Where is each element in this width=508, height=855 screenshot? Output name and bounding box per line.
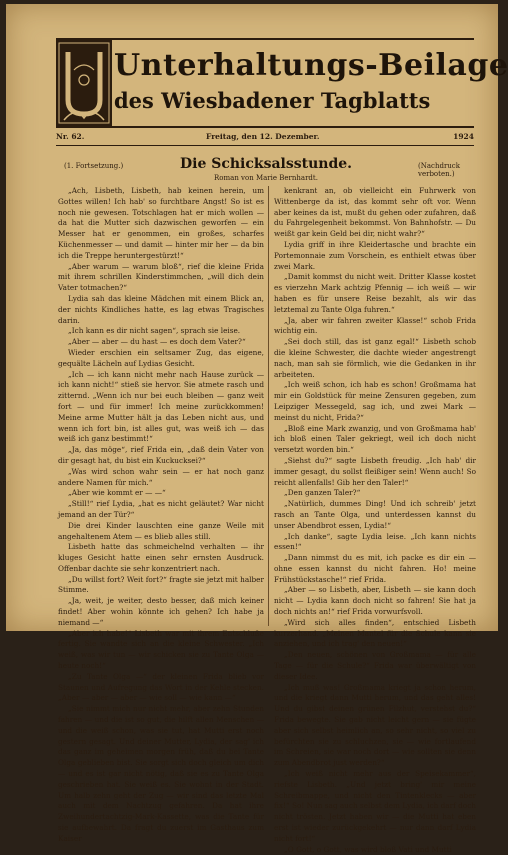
paragraph: „Sie nimmt mich nur nicht mehr, aber zehn Stunden fahren — und die ist so gut, die hilft allen Menschen — und die weiß schon, was sie tut, hat Mutti erst noch gestern gesagt. Und deiner Mutter, Lydia, der sag' ich das ganz im geheimen morgen früh, daß du bei Tante Olga geblieben bist. Sie sorgt sich doch gleich um dich — und es ist gar nicht nötig, daß sie es zu Tante Olga geschrieben hat. Sie weiß es. Sie wohnt in der Stadt. Um halb zehn geht der Zug — wir sind das letzte Mal auch mit dem Nachtzug gefahren. Da hat ihre Zweihundertachtzig-Mark-Kassette, was die Tante für sie aufbewahrt. Da fragt du zuerst im Gasthaus zum Kaiser [58, 704, 264, 843]
paragraph: „Aber wie kommt er — —“ [68, 488, 166, 498]
ornament-initial-icon [56, 40, 112, 126]
paragraph: Lisbeth hatte das schmeichelnd verhalten — ihr kluges Gesicht hatte einen sehr ernsten Ausdruck. Offenbar dachte sie sehr konzentriert nach. [58, 542, 264, 573]
paragraph: „Siehst du?“ sagte Lisbeth freudig. „Ich hab' dir immer gesagt, du sollst fleißiger sein! Wenn auch! So reicht allenfalls! Gib her den Taler!“ [274, 455, 476, 487]
continuation-note: (1. Fortsetzung.) [64, 162, 124, 170]
paragraph: „Ich muß was! Großmama kriegt ja schon herum, und die kriegt dann Mutti herum, und das geht alles! Und du gibst deinen grünen Filzhut, verstehst du?“ Frida bewegte. Sie gab nicht leicht gern — sie fügte aber sich selbst heimlich an, so sehr nicht, so viel zu befürchten sie zu schluchzen, sie — wie fortlaufend im Schreien, sie war noch dort — wie sollten sie denn zum Abendbrot just werden?“ [274, 682, 476, 768]
masthead [56, 38, 508, 128]
paragraph: „Damit kommst du nicht weit. Dritter Klasse kostet es vierzehn Mark achtzig Pfennig — ich weiß — wir haben es für unsere Reise bezahlt, als wir das letztemal zu Tante Olga fuhren.“ [274, 272, 476, 314]
masthead-title: Unterhaltungs-Beilage [114, 48, 508, 83]
paragraph: „Sei doch still, das ist ganz egal!“ Lisbeth schob die kleine Schwester, die dachte wieder angestrengt nach, man sah sie förmlich, wie die Gedanken in ihr arbeiteten. [274, 337, 476, 379]
issue-date: Freitag, den 12. Dezember. [206, 132, 320, 141]
story-byline: Roman von Marie Bernhardt. [214, 174, 318, 182]
rights-note: (Nachdruck verboten.) [418, 162, 460, 178]
paragraph: „Aber warum — warum bloß“, rief die kleine Frida mit ihrem schrillen Kinderstimmchen, „will dich dein Vater totmachen?“ [58, 261, 264, 293]
paragraph: „Ich weiß schon, ich hab es schon! Großmama hat mir ein Goldstück für meine Zensuren gegeben, zum Leipziger Messegeld, sag ich, und zwei Mark — meinst du nicht, Frida?“ [274, 380, 476, 422]
paragraph: „Ich kann es dir nicht sagen“, sprach sie leise. [68, 326, 241, 336]
paragraph: „Still!“ rief Lydia, „hat es nicht geläutet? War nicht jemand an der Tür?“ [58, 499, 264, 519]
paragraph: „Wird sich alles finden“, entschied Lisbeth kurzerhand. „Meinen Mantel für die Schule kann sie anziehen, und ich trag' den neuen!“ [274, 617, 476, 649]
paragraph: „Aber — so Lisbeth, aber, Lisbeth — sie kann doch nicht — Lydia kann doch nicht so fahren! Sie hat ja doch nichts an!“ rief Frida vorwurfsvoll. [274, 585, 476, 617]
issue-year: 1924 [453, 132, 474, 141]
text-column-right [274, 186, 476, 854]
paragraph: kenkrant an, ob vielleicht ein Fuhrwerk von Wittenberge da ist, das kommt sehr oft vor. Wenn aber keines da ist, mußt du gehen oder zufahren, daß du Fahrgelegenheit bekommst. Von Bahnhofstr. — Du weißt gar kein Geld bei dir, nicht wahr?“ [274, 186, 476, 239]
paragraph: „Den neuen, schönen von Großmama — für alle Tage — für die Schule?“ Frida war überwältigt von dieser Idee. [274, 650, 476, 681]
paragraph: „Zu Tante Olga —“ der kleinen Frida blieb vor Staunen und Aufregung das Wort in der Kehle stecken. „Aber — aber — aber — wie soll — wie kann —“ [58, 671, 264, 703]
paragraph: „O Gott, o Gott, was wird bloß Vati und Mutti [284, 844, 452, 854]
paragraph: „Ich danke“, sagte Lydia leise. „Ich kann nichts essen!“ [274, 531, 476, 552]
paragraph: „Bloß eine Mark zwanzig, und von Großmama hab' ich bloß einen Taler gekriegt, weil ich doch nicht versetzt worden bin.“ [274, 423, 476, 455]
paragraph: „Aber — aber — du hast — es doch dem Vater?“ [68, 337, 246, 347]
paragraph: „Dann nimmst du es mit, ich packe es dir ein — ohne essen kannst du nicht fahren. Ho! meine Frühstückstasche!“ rief Frida. [274, 553, 476, 584]
paragraph: Die drei Kinder lauschten eine ganze Weile mit angehaltenem Atem — es blieb alles still. [58, 520, 264, 541]
paragraph: „Ich weiß nicht mehr aus der Speisekammer“, riefste Lisbeth. „Und jetzt bring' mir meine Schreibmappe, und nicht den Tintenklecks — aber fix!“ So! Nun sag auch selbst dem Lydia, ich darf doch nicht trösten. Jetzt haben wir — die Mutti hat eben erst ist wieder zurückgekehrt — nur dann darf Lydia nicht fort!“ [274, 769, 476, 843]
paragraph: „Natürlich, dummes Ding! Und ich schreib' jetzt rasch an Tante Olga, und unterdessen kannst du unser Abendbrot essen, Lydia!“ [274, 499, 476, 530]
paragraph: „Ja, weit, je weiter, desto besser, daß mich keiner findet! Aber wohin könnte ich gehen? Ich habe ja niemand —“ [58, 596, 264, 627]
column-divider [268, 186, 269, 626]
paragraph: „Den ganzen Taler?“ [284, 488, 361, 498]
masthead-subtitle: des Wiesbadener Tagblatts [114, 88, 431, 113]
paragraph: Lydia sah das kleine Mädchen mit einem Blick an, der nichts Kindliches hatte, es lag etwas Tragisches darin. [58, 293, 264, 325]
paragraph: „Du willst fort? Weit fort?“ fragte sie jetzt mit halber Stimme. [58, 574, 264, 595]
paragraph: „Ja, aber wir fahren zweiter Klasse!“ schob Frida wichtig ein. [274, 315, 476, 336]
issue-line [56, 132, 474, 144]
paragraph: „Ja, das möge“, rief Frida ein, „daß dein Vater von dir gesagt hat, du bist ein Kuckucksei?“ [58, 445, 264, 465]
story-title: Die Schicksalsstunde. [179, 156, 353, 172]
paragraph: Wieder erschien ein seltsamer Zug, das eigene, gequälte Lächeln auf Lydias Gesicht. [58, 347, 264, 368]
text-column-left [58, 186, 264, 843]
paragraph: Lydia griff in ihre Kleidertasche und brachte ein Portemonnaie zum Vorschein, es enthielt etwas über zwei Mark. [274, 239, 476, 271]
paragraph: „Ich — ich kann nicht mehr nach Hause zurück — ich kann nicht!“ stieß sie hervor. Sie atmete rasch und zitternd. „Wenn ich nur bei euch bleiben — ganz weit fort — und für immer! Ich meine zurückkommen! Meine arme Mutter hält ja das Leben nicht aus, und wenn ich fort bin, ist alles gut, was weiß ich — das weiß ich ganz bestimmt!“ [58, 369, 264, 444]
paragraph: „Was wird schon wahr sein — er hat noch ganz andere Namen für mich.“ [58, 466, 264, 487]
newspaper-page [6, 4, 508, 854]
issue-number: Nr. 62. [56, 132, 85, 141]
paragraph: „Aber ich habe!“ Lisbeth war mit ihrem Entschluße fertig. Sie wandte sich an die kleine Schwester. „Ich weiß, was wir tun — wir schicken sie zu Tante Olga — heute noch!“ [58, 628, 264, 671]
paragraph: „Ach, Lisbeth, Lisbeth, hab keinen herein, um Gottes willen! Ich hab' so furchtbare Angst! So ist es noch nie gewesen. Totschlagen hat er mich wollen — da hat die Mutter sich dazwischen geworfen — ein Messer hat er genommen, ein großes, scharfes Küchenmesser — und damit — hinter mir her — da bin ich die Treppe heruntergestürzt!“ [58, 186, 264, 260]
header-rule [56, 145, 474, 146]
